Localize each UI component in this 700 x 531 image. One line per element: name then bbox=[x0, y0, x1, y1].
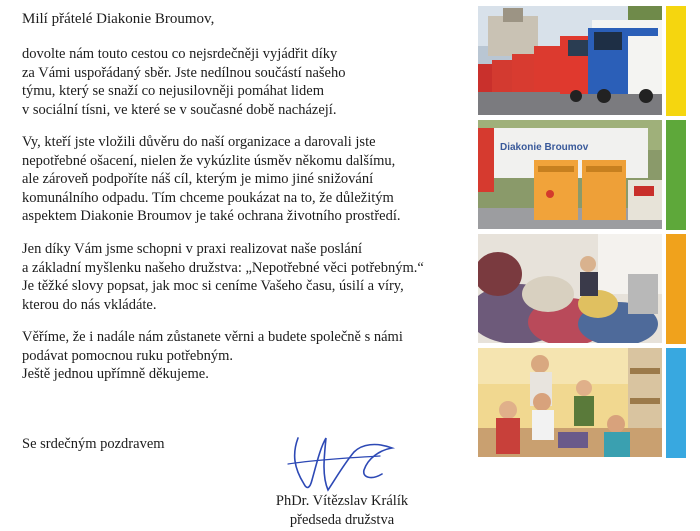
paragraph-line: týmu, který se snaží co nejusilovněji pomáhat lidem bbox=[22, 83, 325, 99]
band-fill bbox=[666, 120, 686, 230]
paragraph-line: Je těžké slovy popsat, jak moc si ceníme Vašeho času, úsilí a víry, bbox=[22, 278, 404, 294]
signer-title: předseda družstva bbox=[289, 512, 395, 528]
band-fill bbox=[666, 348, 686, 458]
paragraph-4 bbox=[22, 328, 403, 384]
color-band-green bbox=[666, 120, 686, 230]
color-band-blue bbox=[666, 348, 686, 458]
handwritten-signature bbox=[284, 428, 409, 500]
paragraph-line: Vy, kteří jste vložili důvěru do naší organizace a darovali jste bbox=[22, 134, 376, 150]
photo-collection-containers bbox=[478, 120, 662, 229]
paragraph-line: Jen díky Vám jsme schopni v praxi realizovat naše poslání bbox=[22, 241, 362, 257]
paragraph-line: v sociální tísni, ve které se v současné době nacházejí. bbox=[22, 101, 337, 118]
truck-brand-text: Diakonie Broumov bbox=[500, 142, 589, 153]
paragraph-line: Věříme, že i nadále nám zůstanete věrni a budete společně s námi bbox=[22, 329, 403, 345]
letter-greeting: Milí přátelé Diakonie Broumov, bbox=[22, 11, 215, 27]
paragraph-line: ale zároveň podpoříte náš cíl, kterým je mimo jiné snižování bbox=[22, 171, 374, 187]
photo-truck-fleet bbox=[478, 6, 662, 115]
signer-name: PhDr. Vítězslav Králík bbox=[275, 493, 409, 509]
paragraph-2 bbox=[22, 133, 401, 226]
paragraph-line: nepotřebné ošacení, nielen že vykúzlite úsměv někomu dalšímu, bbox=[22, 152, 396, 169]
photo-children-playing bbox=[478, 348, 662, 457]
paragraph-line: za Vámi uspořádaný sběr. Jste nedílnou součástí našeho bbox=[22, 64, 346, 81]
color-band-yellow bbox=[666, 6, 686, 116]
paragraph-line: aspektem Diakonie Broumov je také ochrana životního prostředí. bbox=[22, 208, 401, 224]
paragraph-line: komunálního odpadu. Tím chceme poukázat na to, že důležitým bbox=[22, 189, 394, 206]
paragraph-line: podávat pomocnou ruku potřebným. bbox=[22, 347, 234, 364]
photo-sorting-clothes bbox=[478, 234, 662, 343]
color-band-orange bbox=[666, 234, 686, 344]
band-fill bbox=[666, 6, 686, 116]
band-fill bbox=[666, 234, 686, 344]
paragraph-line: kterou do nás vkládáte. bbox=[22, 296, 157, 313]
paragraph-line: dovolte nám touto cestou co nejsrdečněji vyjádřit díky bbox=[22, 46, 338, 62]
signer-block bbox=[247, 492, 437, 530]
paragraph-3 bbox=[22, 240, 424, 314]
photo-strip bbox=[478, 6, 700, 458]
paragraph-line: Ještě jednou upřímně děkujeme. bbox=[22, 366, 209, 382]
paragraph-line: a základní myšlenku našeho družstva: „Nepotřebné věci potřebným.“ bbox=[22, 259, 424, 276]
letter-closing: Se srdečným pozdravem bbox=[22, 436, 165, 452]
paragraph-1 bbox=[22, 45, 346, 119]
